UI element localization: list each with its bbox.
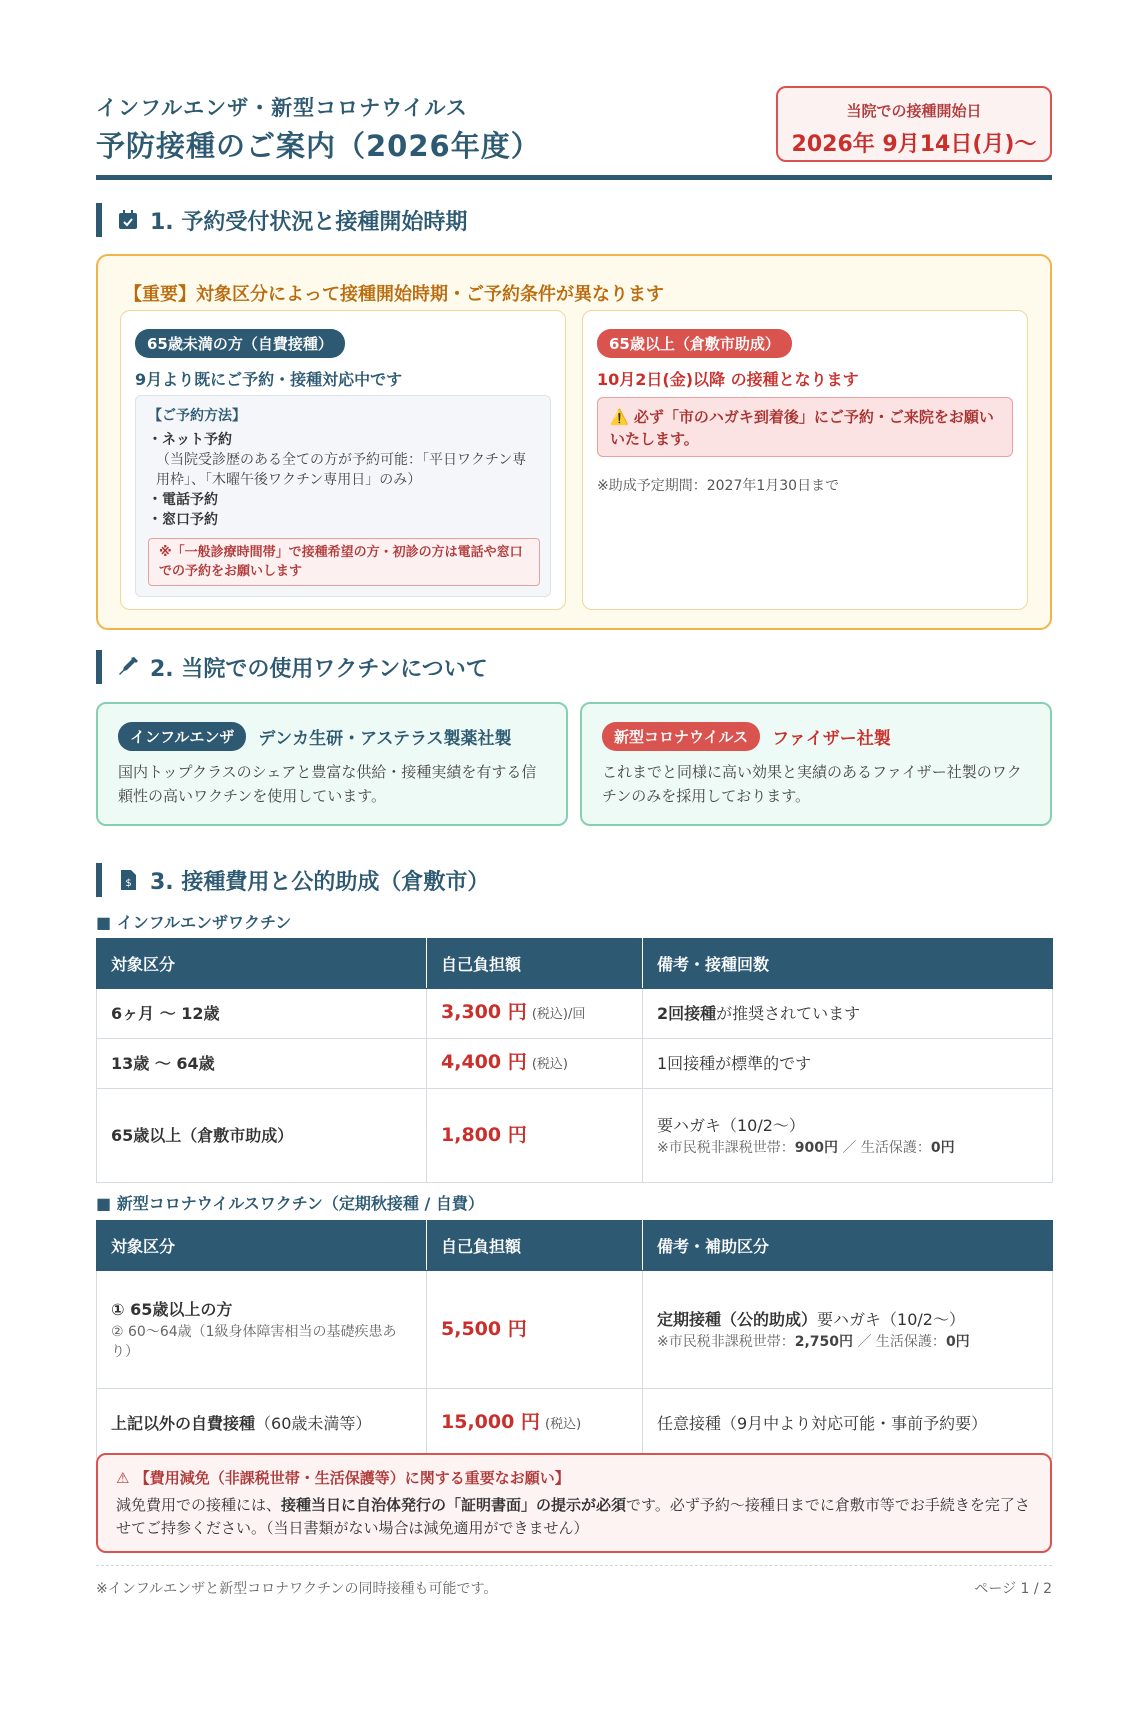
- note-sub: [657, 1332, 1038, 1352]
- footer: [96, 1565, 1052, 1598]
- under65-lead: 9月より既にご予約・接種対応中です: [135, 370, 403, 389]
- table-row: [97, 1089, 1053, 1183]
- target-main: 上記以外の自費接種: [111, 1413, 256, 1433]
- subsidy-period-note: ※助成予定期間：2027年1月30日まで: [597, 478, 840, 494]
- syringe-icon: [116, 655, 140, 679]
- price: 5,500 円: [441, 1318, 527, 1340]
- col-target: 対象区分: [97, 939, 427, 989]
- over65-card: [582, 310, 1028, 610]
- under65-pill: 65歳未満の方（自費接種）: [135, 329, 345, 358]
- table-header-row: [97, 939, 1053, 989]
- reduction-text: 減免費用での接種には、: [116, 1496, 282, 1514]
- method-phone: ・電話予約: [148, 492, 218, 508]
- start-date-box: [776, 86, 1052, 162]
- note-text: 要ハガキ（10/2〜）: [657, 1115, 805, 1135]
- reduction-title-text: 【費用減免（非課税世帯・生活保護等）に関する重要なお願い】: [134, 1469, 570, 1487]
- reduction-text: です。必ず予約〜接種日までに倉敷市等でお手続きを完了させてご持参ください。（当日書類がない場合は減免適用ができません）: [116, 1496, 1030, 1537]
- target-main: ① 65歳以上の方: [111, 1299, 233, 1319]
- reduction-notice: [96, 1453, 1052, 1553]
- note-bold: 2回接種: [657, 1003, 717, 1023]
- tax-note: (税込): [531, 1057, 568, 1072]
- target-cell: 13歳 〜 64歳: [97, 1039, 427, 1089]
- section1-heading: [96, 203, 467, 237]
- table-row: [97, 1389, 1053, 1459]
- page: [96, 78, 1052, 1597]
- covid-desc: これまでと同様に高い効果と実績のあるファイザー社製のワクチンのみを採用しております。: [602, 763, 1022, 805]
- flu-table-heading: ■ インフルエンザワクチン: [96, 913, 292, 932]
- covid-table-heading: ■ 新型コロナウイルスワクチン（定期秋接種 / 自費）: [96, 1194, 484, 1213]
- sub-amount: 0円: [930, 1139, 955, 1156]
- flu-fee-table: [96, 938, 1053, 1183]
- flu-vaccine-card: [96, 702, 568, 826]
- section2-heading: [96, 650, 488, 684]
- over65-pill: 65歳以上（倉敷市助成）: [597, 329, 792, 358]
- section3-heading: [96, 863, 489, 897]
- table-row: [97, 1039, 1053, 1089]
- sub-amount: 0円: [945, 1333, 970, 1350]
- note-text: 要ハガキ（10/2〜）: [817, 1309, 965, 1329]
- covid-maker: ファイザー社製: [772, 729, 891, 749]
- sub-label: ／ 生活保護：: [837, 1139, 931, 1156]
- header-subtitle: インフルエンザ・新型コロナウイルス: [96, 96, 468, 120]
- flu-pill: インフルエンザ: [118, 722, 246, 751]
- section1-title: 1. 予約受付状況と接種開始時期: [150, 209, 468, 235]
- flu-maker: デンカ生研・アステラス製薬社製: [258, 729, 512, 749]
- col-price: 自己負担額: [427, 939, 643, 989]
- under65-card: [120, 310, 566, 610]
- sub-label: ※市民税非課税世帯：: [657, 1333, 795, 1350]
- start-date: 2026年 9月14日(月)〜: [791, 132, 1037, 157]
- method-title: 【ご予約方法】: [148, 408, 246, 424]
- col-note: 備考・補助区分: [643, 1221, 1053, 1271]
- reduction-emphasis: 接種当日に自治体発行の「証明書面」の提示が必須: [281, 1496, 627, 1514]
- price: 4,400 円: [441, 1051, 527, 1073]
- target-cell: 65歳以上（倉敷市助成）: [97, 1089, 427, 1183]
- section1-box: [96, 254, 1052, 630]
- price-cell: [427, 989, 643, 1039]
- over65-lead: 10月2日(金)以降 の接種となります: [597, 370, 859, 389]
- price-cell: [427, 1039, 643, 1089]
- note-cell: 1回接種が標準的です: [643, 1039, 1053, 1089]
- page-number: ページ 1 / 2: [974, 1581, 1052, 1597]
- postcard-alert: ⚠️ 必ず「市のハガキ到着後」にご予約・ご来院をお願いいたします。: [597, 397, 1013, 457]
- target-cell: 6ヶ月 〜 12歳: [97, 989, 427, 1039]
- col-price: 自己負担額: [427, 1221, 643, 1271]
- sub-label: ※市民税非課税世帯：: [657, 1139, 795, 1156]
- covid-vaccine-card: [580, 702, 1052, 826]
- price-cell: [427, 1271, 643, 1389]
- page-title: 予防接種のご案内（2026年度）: [96, 129, 541, 163]
- note-cell: 任意接種（9月中より対応可能・事前予約要）: [643, 1389, 1053, 1459]
- invoice-icon: [116, 868, 140, 892]
- price: 15,000 円: [441, 1411, 540, 1433]
- note-sub: [657, 1138, 1038, 1158]
- price-cell: [427, 1089, 643, 1183]
- table-header-row: [97, 1221, 1053, 1271]
- note-text: が推奨されています: [716, 1003, 861, 1023]
- reduction-body: [116, 1494, 1032, 1540]
- section3-title: 3. 接種費用と公的助成（倉敷市）: [150, 869, 490, 895]
- svg-text:$: $: [125, 878, 132, 889]
- section2-title: 2. 当院での使用ワクチンについて: [150, 656, 488, 682]
- warning-icon: ⚠: [116, 1469, 130, 1487]
- important-notice: 【重要】対象区分によって接種開始時期・ご予約条件が異なります: [124, 284, 664, 305]
- flu-desc: 国内トップクラスのシェアと豊富な供給・接種実績を有する信頼性の高いワクチンを使用しています。: [118, 763, 537, 805]
- note-bold: 定期接種（公的助成）: [657, 1309, 818, 1329]
- method-net-note: （当院受診歴のある全ての方が予約可能：「平日ワクチン専用枠」、「木曜午後ワクチン専用日」のみ）: [156, 452, 527, 488]
- sub-label: ／ 生活保護：: [853, 1333, 946, 1350]
- header: [96, 78, 1052, 180]
- method-net: ・ネット予約: [148, 432, 232, 448]
- tax-note: (税込)/回: [531, 1007, 586, 1022]
- col-note: 備考・接種回数: [643, 939, 1053, 989]
- target-cell: [97, 1389, 427, 1459]
- reservation-method-box: [135, 395, 551, 597]
- reduction-title: [116, 1467, 1032, 1488]
- tax-note: (税込): [545, 1417, 582, 1432]
- method-warning: ※「一般診療時間帯」で接種希望の方・初診の方は電話や窓口での予約をお願いします: [148, 538, 540, 586]
- col-target: 対象区分: [97, 1221, 427, 1271]
- method-counter: ・窓口予約: [148, 512, 218, 528]
- target-cell: [97, 1271, 427, 1389]
- table-row: [97, 1271, 1053, 1389]
- note-cell: [643, 1089, 1053, 1183]
- sub-amount: 2,750円: [794, 1333, 854, 1350]
- price-cell: [427, 1389, 643, 1459]
- target-sub: ② 60〜64歳（1級身体障害相当の基礎疾患あり）: [111, 1323, 397, 1360]
- start-date-label: 当院での接種開始日: [846, 102, 982, 120]
- calendar-check-icon: [116, 208, 140, 232]
- covid-pill: 新型コロナウイルス: [602, 722, 760, 751]
- price: 3,300 円: [441, 1001, 527, 1023]
- footer-note: ※インフルエンザと新型コロナワクチンの同時接種も可能です。: [96, 1581, 498, 1597]
- covid-fee-table: [96, 1220, 1053, 1459]
- table-row: [97, 989, 1053, 1039]
- target-sub: （60歳未満等）: [255, 1413, 372, 1433]
- note-cell: [643, 1271, 1053, 1389]
- sub-amount: 900円: [794, 1139, 838, 1156]
- note-cell: [643, 989, 1053, 1039]
- price: 1,800 円: [441, 1124, 527, 1146]
